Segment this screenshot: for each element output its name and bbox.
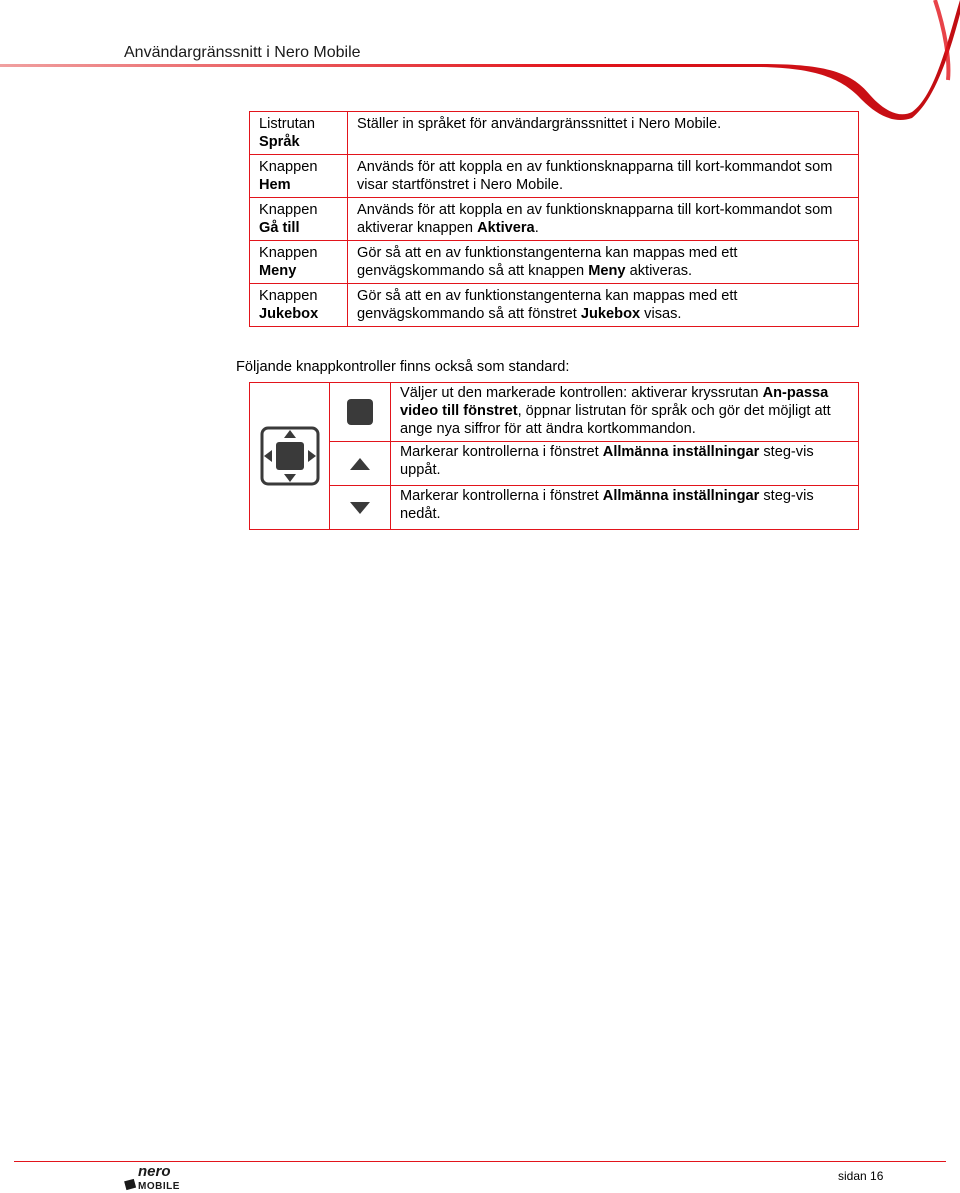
logo-text-top: nero xyxy=(138,1163,171,1180)
description-cell xyxy=(348,284,859,327)
term-cell xyxy=(250,198,348,241)
up-button-cell xyxy=(330,442,391,486)
intro-paragraph: Följande knappkontroller finns också som standard: xyxy=(236,359,570,375)
description-cell xyxy=(391,442,859,486)
description-tail: . xyxy=(534,220,539,236)
description-text: Gör så att en av funktionstangenterna kan mappas med ett genvägskommando så att knappen xyxy=(357,245,738,279)
description-text: Gör så att en av funktionstangenterna kan mappas med ett genvägskommando så att fönstret xyxy=(357,288,738,322)
description-tail: visas. xyxy=(640,306,682,322)
select-button-cell xyxy=(330,383,391,442)
page-header-title: Användargränssnitt i Nero Mobile xyxy=(124,44,361,61)
description-cell xyxy=(391,486,859,530)
table-row xyxy=(250,383,859,442)
term-type: Knappen xyxy=(259,159,318,175)
description-tail: aktiveras. xyxy=(625,263,693,279)
term-cell xyxy=(250,155,348,198)
description-cell xyxy=(348,198,859,241)
term-name: Meny xyxy=(259,263,297,279)
description-cell xyxy=(391,383,859,442)
table-row xyxy=(250,198,859,241)
description-cell xyxy=(348,112,859,155)
standard-buttons-table xyxy=(249,382,859,530)
term-name: Hem xyxy=(259,177,291,193)
nero-mobile-logo xyxy=(124,1163,196,1191)
term-name: Gå till xyxy=(259,220,300,236)
term-name: Jukebox xyxy=(259,306,319,322)
description-text: Markerar kontrollerna i fönstret xyxy=(400,488,603,504)
description-bold: Meny xyxy=(588,263,626,279)
select-square-icon xyxy=(346,398,374,426)
table-row xyxy=(250,112,859,155)
settings-controls-table xyxy=(249,111,859,327)
term-type: Knappen xyxy=(259,202,318,218)
description-text: Väljer ut den markerade kontrollen: aktiverar kryssrutan xyxy=(400,385,763,401)
term-cell xyxy=(250,284,348,327)
description-bold: An-passa video till fönstret xyxy=(400,385,829,419)
description-tail: steg-vis nedåt. xyxy=(400,488,814,522)
arrow-up-icon xyxy=(349,457,371,471)
table-row xyxy=(250,284,859,327)
term-name: Språk xyxy=(259,134,300,150)
description-text: Ställer in språket för användargränssnittet i Nero Mobile. xyxy=(357,116,722,132)
footer-divider xyxy=(14,1161,946,1162)
term-type: Listrutan xyxy=(259,116,315,132)
description-bold: Jukebox xyxy=(580,306,641,322)
term-cell xyxy=(250,112,348,155)
term-type: Knappen xyxy=(259,245,318,261)
table-row xyxy=(250,442,859,486)
dpad-cell xyxy=(250,383,330,530)
description-tail: steg-vis uppåt. xyxy=(400,444,814,478)
table-row xyxy=(250,486,859,530)
description-text: Markerar kontrollerna i fönstret xyxy=(400,444,603,460)
description-bold: Allmänna inställningar xyxy=(602,444,760,460)
arrow-down-icon xyxy=(349,501,371,515)
down-button-cell xyxy=(330,486,391,530)
term-type: Knappen xyxy=(259,288,318,304)
description-tail: , öppnar listrutan för språk och gör det möjligt att ange nya siffror för att ändra kortkommandon. xyxy=(400,403,831,437)
logo-text-bottom: MOBILE xyxy=(138,1181,180,1191)
description-bold: Allmänna inställningar xyxy=(602,488,760,504)
term-cell xyxy=(250,241,348,284)
page-number: sidan 16 xyxy=(838,1169,884,1183)
description-text: Används för att koppla en av funktionsknapparna till kort-kommandot som visar startfönstret i Nero Mobile. xyxy=(357,159,833,193)
table-row xyxy=(250,155,859,198)
description-text: Används för att koppla en av funktionsknapparna till kort-kommandot som aktiverar knappen xyxy=(357,202,833,236)
dpad-icon xyxy=(260,426,320,486)
description-cell xyxy=(348,155,859,198)
description-cell xyxy=(348,241,859,284)
table-row xyxy=(250,241,859,284)
description-bold: Aktivera xyxy=(477,220,535,236)
